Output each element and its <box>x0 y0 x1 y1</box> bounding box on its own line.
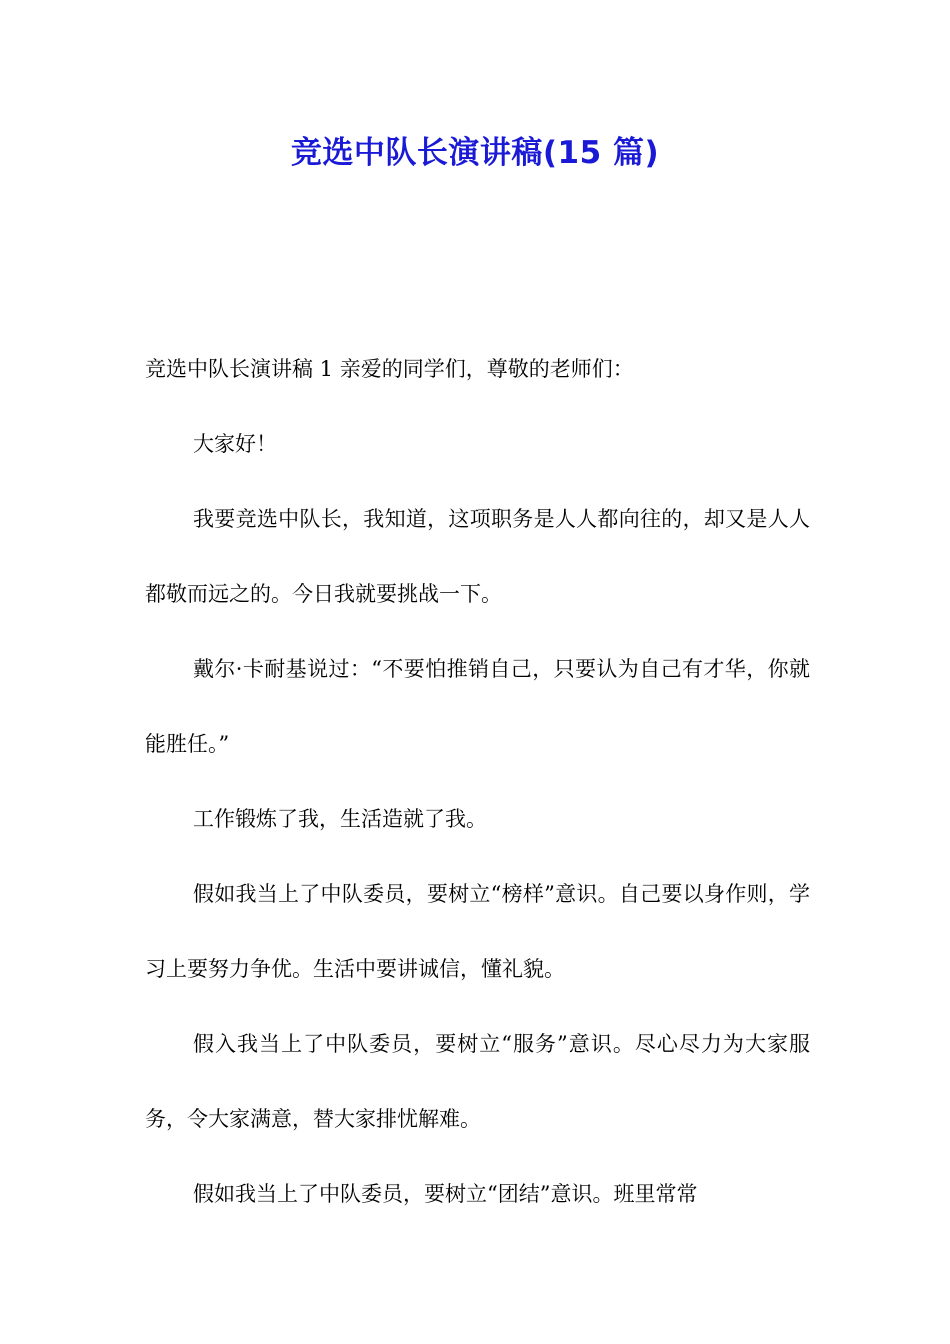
paragraph-salutation: 竞选中队长演讲稿 1 亲爱的同学们，尊敬的老师们： <box>145 357 634 381</box>
document-body <box>145 332 810 1232</box>
paragraph: 我要竞选中队长，我知道，这项职务是人人都向往的，却又是人人都敬而远之的。今日我就要挑战一下。 <box>145 507 810 606</box>
paragraph: 假入我当上了中队委员，要树立“服务”意识。尽心尽力为大家服务，令大家满意，替大家排忧解难。 <box>145 1032 810 1131</box>
paragraph-greeting: 大家好！ <box>193 432 277 456</box>
paragraph: 假如我当上了中队委员，要树立“团结”意识。班里常常 <box>193 1182 698 1206</box>
paragraph-quote: 戴尔·卡耐基说过：“不要怕推销自己，只要认为自己有才华，你就能胜任。” <box>145 657 810 756</box>
paragraph: 工作锻炼了我，生活造就了我。 <box>193 807 487 831</box>
paragraph: 假如我当上了中队委员，要树立“榜样”意识。自己要以身作则，学习上要努力争优。生活中要讲诚信，懂礼貌。 <box>145 882 810 981</box>
document-title: 竞选中队长演讲稿(15 篇) <box>290 135 660 171</box>
